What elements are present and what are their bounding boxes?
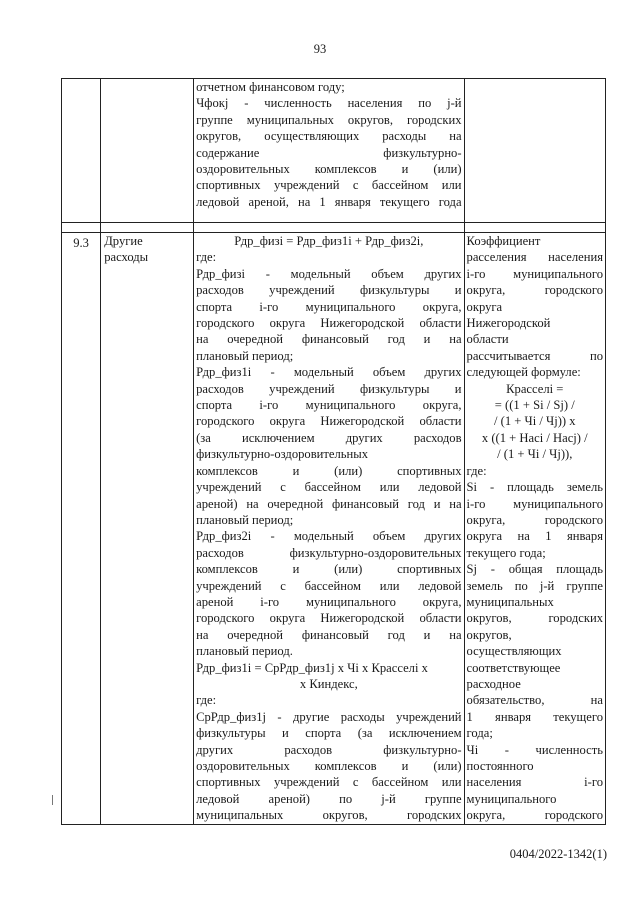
text-line: где: (466, 463, 487, 478)
row-body-cell (194, 233, 464, 825)
text-line: где: (196, 250, 217, 265)
formula-line: / (1 + Чі / Чj)) х (494, 414, 576, 429)
formula-line: х Киндекс, (299, 676, 358, 691)
text-line: ледовой ареной, на 1 января текущего года (196, 194, 462, 209)
text-line: других расходов физкультурно- (196, 742, 462, 757)
formula-line: = ((1 + Sі / Sj) / (494, 398, 575, 413)
row-name-line: Другие (104, 234, 143, 248)
formula-line: х ((1 + Насі / Насj) / (481, 430, 588, 445)
text-line: где: (196, 693, 217, 708)
formula-line: Рдр_физ1і = СрРдр_физ1j х Чі х Красселі х (196, 660, 428, 675)
formula-line: Красселі = (506, 381, 564, 396)
text-line: расходное (466, 676, 521, 691)
text-line: рассчитывается по (466, 348, 603, 363)
text-line: 1 января текущего (466, 709, 603, 724)
text-line: оздоровительных комплексов и (или) (196, 162, 462, 177)
formula-line: / (1 + Чі / Чj)), (497, 447, 573, 462)
row-name-line: расходы (104, 250, 149, 265)
text-line: учреждений с бассейном или ледовой (196, 480, 462, 495)
text-line: СрРдр_физ1j - другие расходы учреждений (196, 709, 462, 724)
row-number: 9.3 (62, 233, 101, 825)
text-line: населения і-го (466, 775, 603, 790)
text-line: округа, городского (466, 512, 603, 527)
text-line: Чі - численность (466, 742, 603, 757)
text-line: группе муниципальных округов, городских (196, 112, 462, 127)
text-line: Рдр_физі - модельный объем других (196, 266, 462, 281)
text-line: спорта і-го муниципального округа, (196, 299, 462, 314)
document-code: 0404/2022-1342(1) (509, 847, 607, 861)
text-line: Рдр_физ1і - модельный объем других (196, 365, 462, 380)
text-line: городского округа Нижегородской области (196, 316, 462, 331)
row-name-cell (101, 233, 194, 825)
text-line: расходов учреждений физкультуры и (196, 381, 462, 396)
text-line: Нижегородской (466, 316, 551, 331)
cont-name-cell (101, 79, 194, 223)
text-line: Sj - общая площадь (466, 562, 603, 577)
text-line: ледовой ареной) по j-й группе (196, 791, 462, 806)
cont-number-cell (62, 79, 101, 223)
text-line: спортивных учреждений с бассейном или (196, 178, 462, 193)
text-line: округа на 1 января (466, 529, 603, 544)
text-line: округа (466, 299, 503, 314)
text-line: плановый период. (196, 644, 293, 659)
text-line: і-го муниципального (466, 266, 603, 281)
text-line: спорта і-го муниципального округа, (196, 398, 462, 413)
row-coef-cell (464, 233, 605, 825)
text-line: расселения населения (466, 250, 603, 265)
text-line: на очередной финансовый год и на (196, 627, 462, 642)
text-line: осуществляющих (466, 644, 562, 659)
text-line: комплексов и (или) спортивных (196, 463, 462, 478)
text-line: і-го муниципального (466, 496, 603, 511)
text-line: Чфокj - численность населения по j-й (196, 96, 462, 111)
text-line: физкультурно-оздоровительных (196, 447, 369, 462)
table-row-continued (62, 79, 606, 223)
formula-line: Рдр_физі = Рдр_физ1і + Рдр_физ2і, (234, 234, 424, 248)
text-line: на очередной финансовый год и на (196, 332, 462, 347)
text-line: области (466, 332, 509, 347)
text-line: муниципального (466, 791, 557, 806)
text-line: постоянного (466, 759, 534, 773)
text-line: расходов физкультурно-оздоровительных (196, 545, 462, 560)
text-line: плановый период; (196, 348, 294, 363)
text-line: учреждений с бассейном или ледовой (196, 578, 462, 593)
text-line: ареной) на очередной финансовый год и на (196, 496, 462, 511)
text-line: земель по j-й группе (466, 578, 603, 593)
table-row-spacer (62, 223, 606, 233)
text-line: обязательство, на (466, 693, 603, 708)
scan-margin-mark (52, 795, 53, 805)
text-line: спортивных учреждений с бассейном или (196, 775, 462, 790)
text-line: года; (466, 726, 493, 741)
text-line: округов, городских (466, 611, 603, 626)
text-line: Коэффициент (466, 234, 541, 248)
text-line: плановый период; (196, 512, 294, 527)
text-line: муниципальных (466, 594, 554, 609)
text-line: округа, городского (466, 283, 603, 298)
cont-coef-cell (464, 79, 605, 223)
text-line: оздоровительных комплексов и (или) (196, 759, 462, 773)
text-line: округов, (466, 627, 512, 642)
text-line: городского округа Нижегородской области (196, 414, 462, 429)
text-line: городского округа Нижегородской области (196, 611, 462, 626)
page-number: 93 (313, 42, 327, 56)
text-line: ареной і-го муниципального округа, (196, 594, 462, 609)
table-row-9-3 (62, 233, 606, 825)
text-line: Sі - площадь земель (466, 480, 603, 495)
text-line: округов, осуществляющих расходы на (196, 129, 462, 144)
text-line: содержание физкультурно- (196, 145, 462, 160)
text-line: муниципальных округов, городских (196, 808, 462, 823)
text-line: текущего года; (466, 545, 546, 560)
text-line: отчетном финансовом году; (196, 80, 345, 94)
text-line: округа, городского (466, 808, 603, 823)
text-line: соответствующее (466, 660, 561, 675)
document-table (61, 78, 606, 825)
text-line: расходов учреждений физкультуры и (196, 283, 462, 298)
cont-body-cell (194, 79, 464, 223)
text-line: следующей формуле: (466, 365, 581, 380)
text-line: (за исключением других расходов (196, 430, 462, 445)
text-line: физкультуры и спорта (за исключением (196, 726, 462, 741)
text-line: комплексов и (или) спортивных (196, 562, 462, 577)
text-line: Рдр_физ2і - модельный объем других (196, 529, 462, 544)
